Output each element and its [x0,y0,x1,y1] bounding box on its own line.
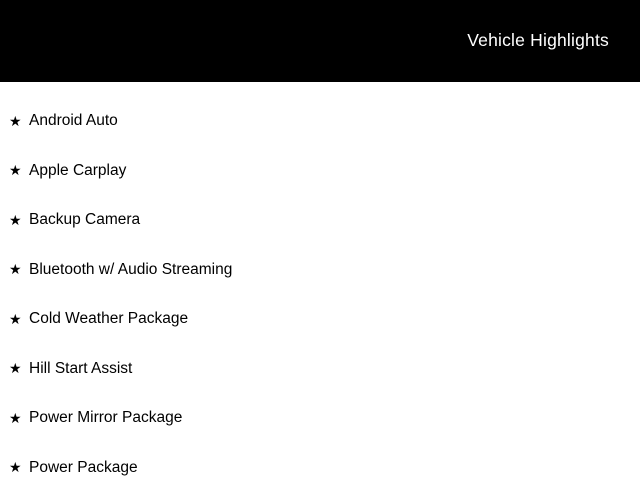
list-item [0,245,640,295]
highlight-label: Power Mirror Package [29,410,182,426]
star-icon: ★ [9,163,29,177]
highlight-label: Power Package [29,460,138,476]
page-header [0,0,640,82]
list-item [0,96,640,146]
page-title: Vehicle Highlights [467,32,609,50]
highlight-label: Apple Carplay [29,163,126,179]
star-icon: ★ [9,262,29,276]
list-item [0,146,640,196]
star-icon: ★ [9,213,29,227]
list-item [0,393,640,443]
highlights-list [0,82,640,492]
highlight-label: Android Auto [29,113,118,129]
list-item [0,195,640,245]
highlight-label: Cold Weather Package [29,311,188,327]
highlight-label: Bluetooth w/ Audio Streaming [29,262,232,278]
list-item [0,344,640,394]
highlight-label: Hill Start Assist [29,361,132,377]
star-icon: ★ [9,312,29,326]
list-item [0,294,640,344]
list-item [0,443,640,492]
star-icon: ★ [9,114,29,128]
star-icon: ★ [9,460,29,474]
star-icon: ★ [9,411,29,425]
highlight-label: Backup Camera [29,212,140,228]
star-icon: ★ [9,361,29,375]
